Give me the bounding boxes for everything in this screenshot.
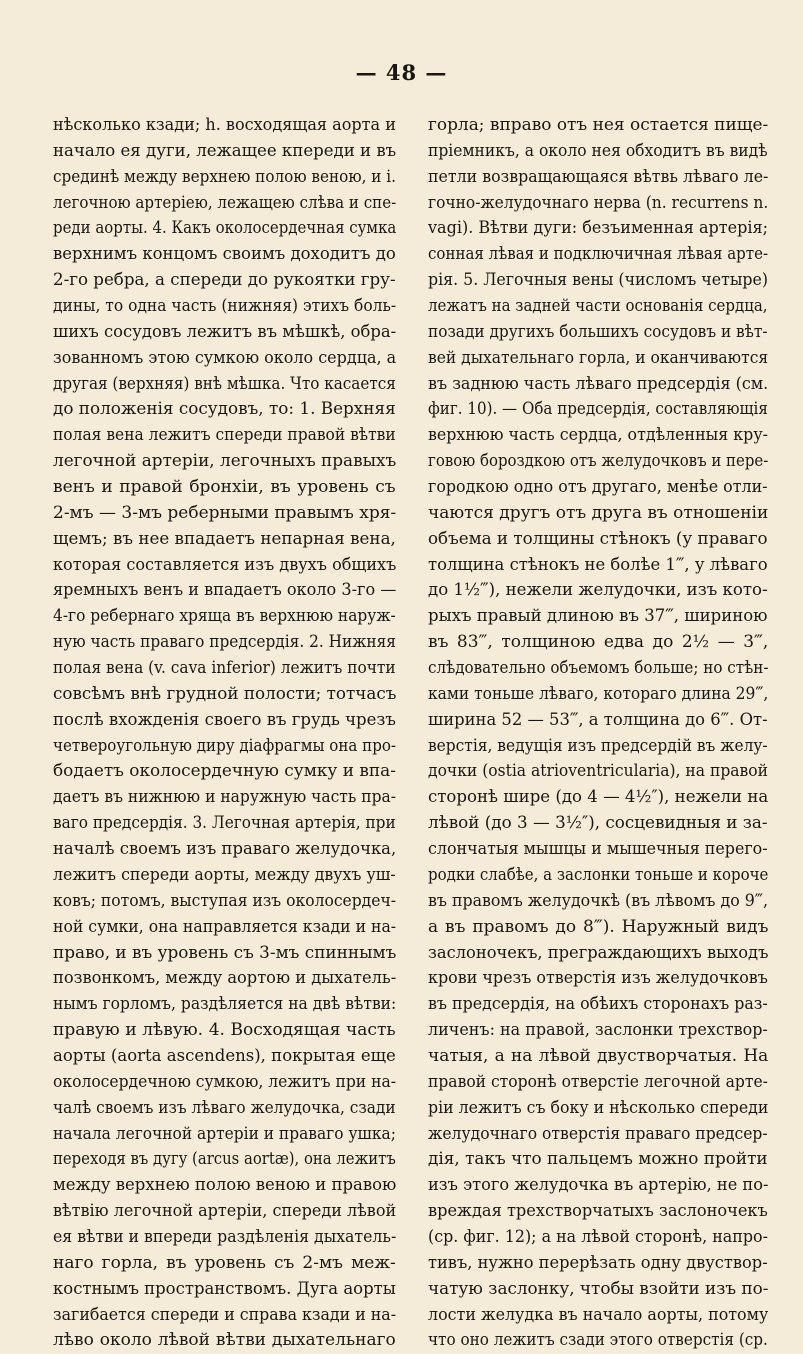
text-line: дія, такъ что пальцемъ можно пройти (428, 1149, 768, 1170)
text-line: нымъ горломъ, раздѣляется на двѣ вѣтви: (53, 994, 396, 1015)
text-line: чаются другъ отъ друга въ отношеніи (428, 502, 768, 523)
text-line: начала легочной артеріи и праваго ушка; (53, 1123, 396, 1144)
text-line: тивъ, нужно перерѣзать одну двуствор- (428, 1252, 768, 1273)
text-line: сторонѣ шире (до 4 — 4½″), нежели на (428, 787, 768, 808)
text-line: vagi). Вѣтви дуги: безъименная артерія; (428, 218, 768, 239)
text-line: ковъ; потомъ, выступая изъ околосердеч- (53, 890, 396, 911)
text-line: слончатыя мышцы и мышечныя перего- (428, 839, 768, 860)
text-line: рыхъ правый длиною въ 37‴, шириною (428, 606, 768, 627)
text-line: ріи лежитъ съ боку и нѣсколько спереди (428, 1097, 768, 1118)
text-line: костнымъ пространствомъ. Дуга аорты (53, 1278, 396, 1299)
text-line: петли возвращающаяся вѣтвь лѣваго ле- (428, 166, 769, 187)
text-line: правую и лѣвую. 4. Восходящая часть (53, 1020, 396, 1041)
text-line: легочной артеріи, легочныхъ правыхъ (53, 451, 396, 472)
text-line: ея вѣтви и впереди раздѣленія дыхатель- (53, 1226, 396, 1247)
text-line: верстія, ведущія изъ предсердій въ желу- (428, 735, 768, 756)
text-line: совсѣмъ внѣ грудной полости; тотчасъ (53, 683, 396, 704)
text-line: четвероугольную диру діафрагмы она про- (53, 735, 396, 756)
text-line: ной сумки, она направляется кзади и на- (53, 916, 396, 937)
text-line: (ср. фиг. 12); а на лѣвой сторонѣ, напро- (428, 1226, 768, 1247)
text-line: срединѣ между верхнею полою веною, и i. (53, 166, 396, 187)
text-line: крови чрезъ отверстія изъ желудочковъ (428, 968, 768, 989)
text-line: околосердечною сумкою, лежитъ при на- (53, 1071, 396, 1092)
text-line: щемъ; въ нее впадаетъ непарная вена, (53, 528, 396, 549)
text-line: лежитъ спереди аорты, между двухъ уш- (53, 864, 396, 885)
text-line: даетъ въ нижнюю и наружную часть пра- (53, 787, 396, 808)
text-line: городкою одно отъ другаго, менѣе отли- (428, 477, 768, 498)
text-line: дины, то одна часть (нижняя) этихъ боль- (53, 296, 396, 317)
text-line: вей дыхательнаго горла, и оканчиваются (428, 347, 768, 368)
text-line: нѣсколько кзади; h. восходящая аорта и (53, 115, 396, 135)
text-line: заслоночекъ, преграждающихъ выходъ (428, 942, 768, 963)
text-line: гочно-желудочнаго нерва (n. recurrens n. (428, 192, 769, 213)
text-line: ширина 52 — 53‴, а толщина до 6‴. От- (428, 709, 768, 730)
text-line: желудочнаго отверстія праваго предсер- (428, 1123, 768, 1144)
text-line: 2-мъ — 3-мъ реберными правымъ хря- (53, 502, 396, 523)
text-line: началѣ своемъ изъ праваго желудочка, (53, 839, 397, 860)
text-line: что оно лежитъ сзади этого отверстія (ср. (428, 1330, 768, 1351)
right-text-column (428, 113, 768, 1354)
text-line: пріемникъ, а около нея обходитъ въ видѣ (428, 140, 768, 161)
text-line: наго горла, въ уровень съ 2-мъ меж- (53, 1252, 396, 1273)
text-line: зованномъ этою сумкою около сердца, а (53, 347, 396, 368)
text-line: полая вена (v. cava inferior) лежитъ почти (53, 658, 396, 679)
text-line: переходя въ дугу (arcus aortæ), она лежитъ (53, 1149, 396, 1170)
text-line: а въ правомъ до 8‴). Наружный видъ (428, 916, 768, 937)
text-line: чалѣ своемъ изъ лѣваго желудочка, сзади (53, 1097, 396, 1118)
text-line: позади другихъ большихъ сосудовъ и вѣт- (428, 321, 768, 342)
text-line: другая (верхняя) внѣ мѣшка. Что касается (53, 373, 396, 394)
text-line: лости желудка въ начало аорты, потому (428, 1304, 769, 1325)
text-line: верхнюю часть сердца, отдѣленныя кру- (428, 425, 768, 446)
text-line: 4-го ребернаго хряща въ верхнюю наруж- (53, 606, 396, 627)
text-line: шихъ сосудовъ лежитъ въ мѣшкѣ, обра- (53, 321, 397, 342)
text-line: лѣвой (до 3 — 3½″), сосцевидныя и за- (428, 813, 768, 834)
text-line: чатыя, а на лѣвой двустворчатыя. На (428, 1045, 768, 1066)
text-line: вѣтвію легочной артеріи, спереди лѣвой (53, 1201, 396, 1222)
text-line: родки слабѣе, а заслонки тоньше и короче (428, 864, 768, 885)
text-line: сонная лѣвая и подключичная лѣвая арте- (428, 244, 768, 265)
text-line: 2-го ребра, а спереди до рукоятки гру- (53, 270, 396, 291)
text-line: которая составляется изъ двухъ общихъ (53, 554, 396, 575)
text-line: право, и въ уровень съ 3-мъ спиннымъ (53, 942, 396, 963)
text-line: въ 83‴, толщиною едва до 2½ — 3‴, (428, 632, 768, 653)
text-line: лѣво около лѣвой вѣтви дыхательнаго (53, 1330, 396, 1351)
text-line: загибается спереди и справа кзади и на- (53, 1304, 396, 1325)
text-line: аорты (aorta ascendens), покрытая еще (53, 1045, 396, 1066)
text-line: изъ этого желудочка въ артерію, не по- (428, 1175, 769, 1196)
text-line: венъ и правой бронхіи, въ уровень съ (53, 477, 396, 498)
text-line: въ предсердія, на обѣихъ сторонахъ раз- (428, 994, 768, 1015)
text-line: ную часть праваго предсердія. 2. Нижняя (53, 632, 396, 653)
text-line: полая вена лежитъ спереди правой вѣтви (53, 425, 396, 446)
text-line: позвонкомъ, между аортою и дыхатель- (53, 968, 396, 989)
text-line: ваго предсердія. 3. Легочная артерія, при (53, 813, 396, 834)
text-line: правой сторонѣ отверстіе легочной арте- (428, 1071, 768, 1092)
text-line: бодаетъ околосердечную сумку и впа- (53, 761, 396, 782)
text-line: дочки (ostia atrioventricularia), на правой (428, 761, 769, 782)
text-line: въ правомъ желудочкѣ (въ лѣвомъ до 9‴, (428, 890, 769, 911)
text-line: ками тоньше лѣваго, котораго длина 29‴, (428, 683, 769, 704)
text-line: вреждая трехстворчатыхъ заслоночекъ (428, 1201, 768, 1222)
text-line: лежатъ на задней части основанія сердца, (428, 296, 768, 317)
left-text-column (53, 113, 396, 1354)
text-line: начало ея дуги, лежащее кпереди и въ (53, 140, 396, 161)
text-line: между верхнею полою веною и правою (53, 1175, 396, 1196)
text-line: рія. 5. Легочныя вены (числомъ четыре) (428, 270, 769, 291)
text-line: чатую заслонку, чтобы взойти изъ по- (428, 1278, 769, 1299)
text-line: слѣдовательно объемомъ больше; но стѣн- (428, 658, 769, 679)
text-line: верхнимъ концомъ своимъ доходитъ до (53, 244, 396, 265)
text-line: толщина стѣнокъ не болѣе 1‴, у лѣваго (428, 554, 768, 575)
text-line: легочною артеріею, лежащею слѣва и спе- (53, 192, 396, 213)
text-line: говою бороздкою отъ желудочковъ и пере- (428, 451, 769, 472)
text-line: до положенія сосудовъ, то: 1. Верхняя (53, 399, 396, 420)
page-number: — 48 — (355, 60, 448, 85)
text-line: объема и толщины стѣнокъ (у праваго (428, 528, 768, 549)
text-line: фиг. 10). — Оба предсердія, составляющія (428, 399, 768, 420)
text-line: горла; вправо отъ нея остается пище- (428, 115, 769, 135)
text-line: послѣ вхожденія своего въ грудь чрезъ (53, 709, 396, 730)
text-line: яремныхъ венъ и впадаетъ около 3-го — (53, 580, 396, 601)
text-line: до 1½‴), нежели желудочки, изъ кото- (428, 580, 768, 601)
text-line: реди аорты. 4. Какъ околосердечная сумка (53, 218, 397, 239)
text-line: личенъ: на правой, заслонки трехствор- (428, 1020, 768, 1041)
text-line: въ заднюю часть лѣваго предсердія (см. (428, 373, 768, 394)
